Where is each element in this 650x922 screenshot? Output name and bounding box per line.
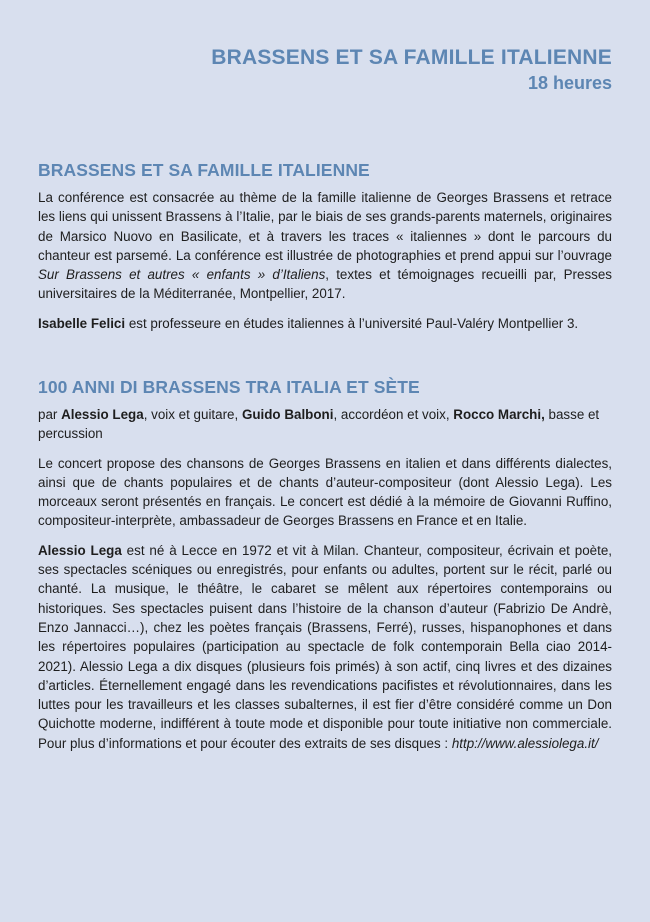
concert-heading: 100 ANNI DI BRASSENS TRA ITALIA ET SÈTE [38,377,420,397]
page-header [211,45,612,95]
artist-name: Alessio Lega [38,542,122,558]
artist-website-link[interactable]: http://www.alessiolega.it/ [451,735,599,751]
concert-credits [38,405,612,444]
conference-section [38,158,612,343]
concert-section [38,375,612,763]
speaker-name: Isabelle Felici [38,315,126,331]
event-time: 18 heures [527,73,612,93]
speaker-bio-text: est professeure en études italiennes à l’université Paul-Valéry Montpellier 3. [125,315,579,331]
performer-role-2: , accordéon et voix, [333,407,454,422]
performer-role-1: , voix et guitare, [143,407,242,422]
performer-name-3: Rocco Marchi, [453,407,545,422]
artist-bio [38,541,612,753]
conference-text-start: La conférence est consacrée au thème de la famille italienne de Georges Brassens et retrace les liens qui unissent Brassens à l’Italie, par le biais de ses grands-parents maternels, originaires de Marsico Nuovo en Basilicate, et à travers les traces « italiennes » dont le parcours du chanteur est parsemé. La conférence est illustrée de photographies et prend appui sur l’ouvrage [38,190,612,263]
performer-role-3: basse et percussion [38,407,600,442]
conference-heading: BRASSENS ET SA FAMILLE ITALIENNE [38,160,370,180]
performer-name-2: Guido Balboni [241,407,334,422]
credits-par: par [38,407,62,422]
artist-bio-text: est né à Lecce en 1972 et vit à Milan. Chanteur, compositeur, écrivain et poète, ses spectacles scéniques ou enregistrés, pour enfants ou adultes, portent sur le récit, parlé ou chanté. La musique, le théâtre, le cabaret se mêlent aux répertoires contemporains ou historiques. Ses spectacles puisent dans l’histoire de la chanson d’auteur (Fabrizio De Andrè, Enzo Jannacci…), chez les poètes français (Brassens, Ferré), russes, hispanophones et dans les répertoires populaires (participation au spectacle de folk contemporain Bella ciao 2014-2021). Alessio Lega a dix disques (plusieurs fois primés) à son actif, cinq livres et des dizaines d’articles. Éternellement engagé dans les revendications pacifistes et révolutionnaires, dans les luttes pour les travailleurs et les classes subalternes, il est fier d’être considéré comme un Don Quichotte moderne, indifférent à toute mode et disponible pour toute initiative non commerciale. Pour plus d’informations et pour écouter des extraits de ses disques : [38,542,612,751]
performer-name-1: Alessio Lega [61,407,144,422]
conference-text-end: , textes et témoignages recueilli par, Presses universitaires de la Méditerranée, Montpellier, 2017. [38,267,612,302]
conference-description [38,188,612,304]
page-title: BRASSENS ET SA FAMILLE ITALIENNE [211,46,612,69]
book-title: Sur Brassens et autres « enfants » d’Italiens [38,267,326,283]
concert-description: Le concert propose des chansons de Georges Brassens en italien et dans différents dialectes, ainsi que de chants populaires et de chants d’auteur-compositeur (dont Alessio Lega). Les morceaux seront présentés en français. Le concert est dédié à la mémoire de Giovanni Ruffino, compositeur-interprète, ambassadeur de Georges Brassens en France et en Italie. [38,455,612,529]
speaker-bio [38,314,612,333]
